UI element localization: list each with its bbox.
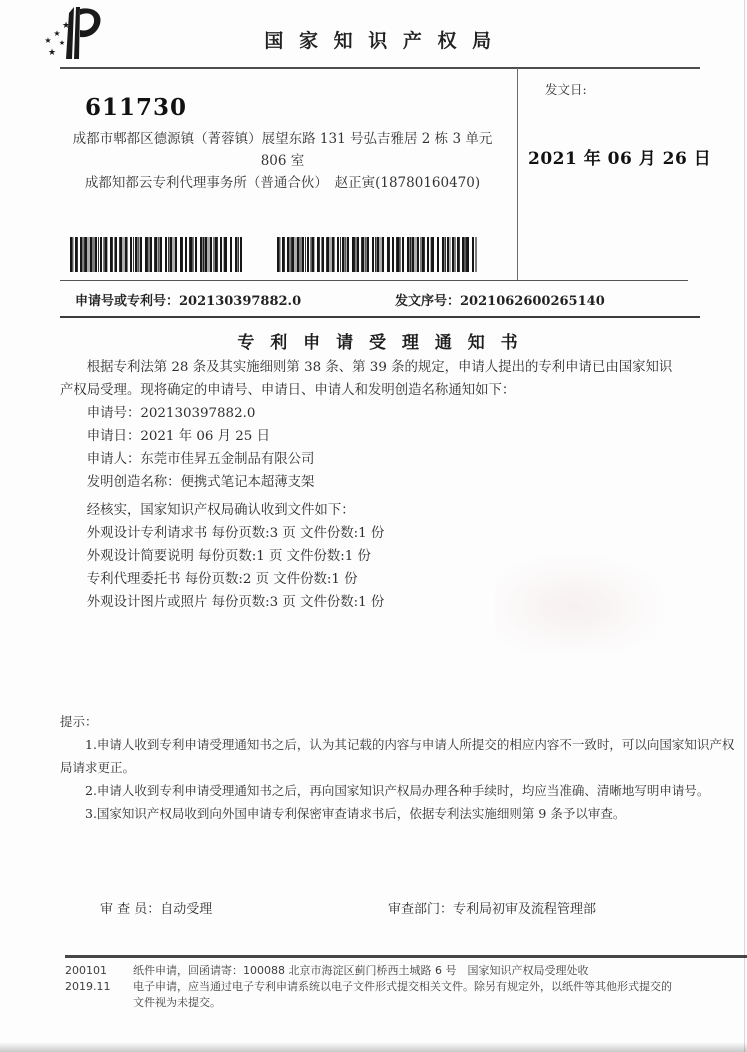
notes-section: [60, 710, 740, 825]
dispatch-date-label: 发文日:: [545, 82, 587, 97]
page-right-edge: [744, 0, 745, 1052]
field-invention-title: [60, 471, 682, 494]
field-label: 申请人：: [86, 452, 141, 467]
field-label: 发明创造名称：: [86, 475, 181, 490]
examiner-label: 审 查 员：: [100, 902, 161, 917]
department-label: 审查部门：: [388, 902, 454, 917]
svg-text:★: ★: [47, 48, 57, 58]
svg-text:★: ★: [58, 39, 66, 47]
received-doc-item: 外观设计图片或照片 每份页数:3 页 文件份数:1 份: [86, 595, 385, 610]
notice-title: 专 利 申 请 受 理 通 知 书: [237, 333, 523, 353]
barcode-left: [70, 237, 242, 272]
field-value: 便携式笔记本超薄支架: [180, 475, 315, 490]
barcode-right: [277, 237, 477, 272]
field-label: 申请日：: [86, 429, 141, 444]
form-date: 2019.11: [65, 980, 111, 993]
agency-title: 国 家 知 识 产 权 局: [264, 30, 496, 52]
received-doc-item: 外观设计专利请求书 每份页数:3 页 文件份数:1 份: [86, 526, 385, 541]
address-line-1: 成都市郫都区德源镇（菁蓉镇）展望东路 131 号弘吉雅居 2 栋 3 单元: [72, 131, 493, 147]
field-value: 东莞市佳昇五金制品有限公司: [140, 452, 315, 467]
field-applicant: [60, 448, 682, 471]
field-label: 申请号：: [86, 406, 141, 421]
department: [388, 898, 596, 917]
examiner-value: 自动受理: [160, 902, 213, 917]
note-item: 2.申请人收到专利申请受理通知书之后，再向国家知识产权局办理各种手续时，均应当准确、清晰地写明申请号。: [85, 783, 710, 798]
notes-label: 提示：: [60, 714, 98, 729]
reference-rule: [60, 316, 700, 318]
note-item: 1.申请人收到专利申请受理通知书之后，认为其记载的内容与申请人所提交的相应内容不一致时，可以向国家知识产权局请求更正。: [60, 737, 735, 775]
recipient-address: [60, 128, 505, 194]
svg-text:★: ★: [44, 36, 52, 45]
footer-rule: [65, 955, 747, 958]
faint-stamp-smudge: [495, 552, 670, 652]
serial-number-label: 发文序号：: [395, 294, 461, 309]
notice-paragraph: 根据专利法第 28 条及其实施细则第 38 条、第 39 条的规定，申请人提出的专利申请已由国家知识产权局受理。现将确定的申请号、申请日、申请人和发明创造名称通知如下：: [60, 360, 673, 398]
field-value: 2021 年 06 月 25 日: [140, 429, 270, 444]
application-number-value: 202130397882.0: [179, 294, 302, 309]
header-rule: [60, 67, 700, 69]
department-value: 专利局初审及流程管理部: [453, 902, 597, 917]
footer-line-electronic: 电子申请，应当通过电子专利申请系统以电子文件形式提交相关文件。除另有规定外，以纸件等其他形式提交的文件视为未提交。: [133, 980, 672, 1009]
application-number-label: 申请号或专利号：: [75, 294, 180, 309]
address-line-2: 806 室: [260, 153, 305, 169]
field-application-no: [60, 402, 682, 425]
received-doc-item: 外观设计简要说明 每份页数:1 页 文件份数:1 份: [86, 549, 371, 564]
agent-line: 成都知都云专利代理事务所（普通合伙） 赵正寅(18780160470): [84, 175, 481, 191]
field-filing-date: [60, 425, 682, 448]
note-item: 3.国家知识产权局收到向外国申请专利保密审查请求书后，依据专利法实施细则第 9 条予以审查。: [85, 806, 626, 821]
barcode-bottom-rule: [60, 280, 688, 281]
serial-number-value: 2021062600265140: [460, 294, 605, 309]
svg-text:★: ★: [61, 21, 71, 31]
mail-code: 611730: [85, 94, 188, 121]
application-number: [75, 290, 301, 309]
serial-number: [395, 290, 605, 309]
svg-text:★: ★: [53, 29, 61, 38]
field-value: 202130397882.0: [140, 406, 256, 421]
received-doc-item: 专利代理委托书 每份页数:2 页 文件份数:1 份: [86, 572, 358, 587]
footer-instructions: [133, 963, 678, 1011]
page-bottom-scan-edge: [0, 1043, 747, 1052]
date-box-divider: [517, 68, 518, 281]
examiner: [100, 898, 212, 917]
dispatch-date-value: 2021 年 06 月 26 日: [528, 149, 712, 169]
received-intro: 经核实，国家知识产权局确认收到文件如下：: [86, 503, 355, 518]
form-codes: [65, 963, 127, 995]
form-code: 200101: [65, 964, 107, 977]
footer-line-paper: 纸件申请，回函请寄：100088 北京市海淀区蓟门桥西土城路 6 号 国家知识产权局受理处收: [133, 964, 589, 977]
